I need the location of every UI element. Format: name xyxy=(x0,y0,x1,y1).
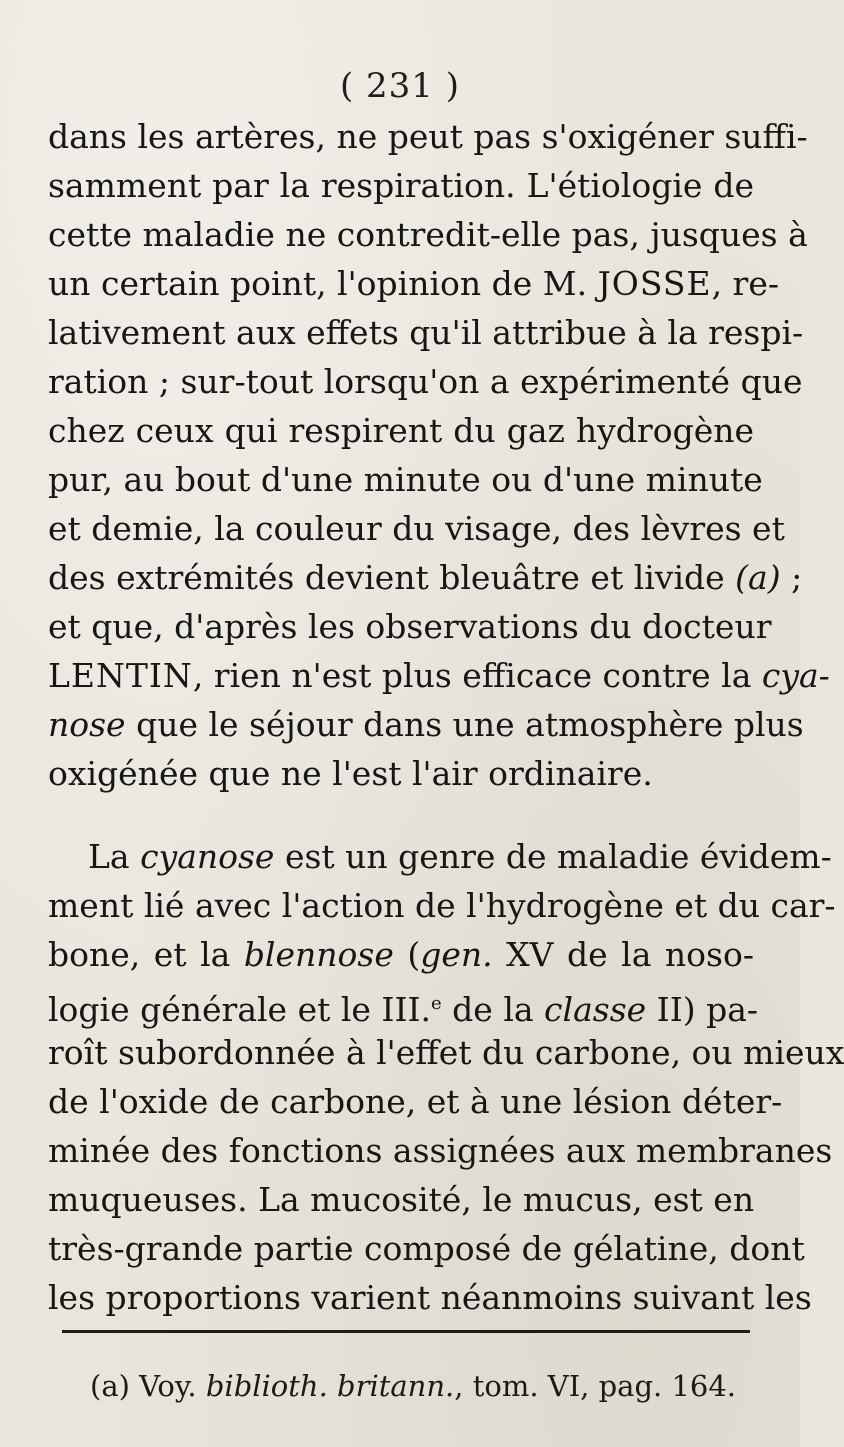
text-line: un certain point, l'opinion de M. JOSSE, re- xyxy=(48,264,780,303)
text-line: ment lié avec l'action de l'hydrogène et du car- xyxy=(48,886,836,925)
text-line: chez ceux qui respirent du gaz hydrogène xyxy=(48,411,754,450)
text-line: très-grande partie composé de gélatine, dont xyxy=(48,1229,805,1268)
text-line: nose que le séjour dans une atmosphère plus xyxy=(48,705,804,744)
footnote-citation: biblioth. britann. xyxy=(205,1369,455,1403)
text-line: cette maladie ne contredit-elle pas, jusques à xyxy=(48,215,808,254)
footnote-marker: (a) xyxy=(90,1369,130,1403)
text-line: minée des fonctions assignées aux membranes xyxy=(48,1131,833,1170)
footnote: (a) Voy. biblioth. britann., tom. VI, pag. 164. xyxy=(90,1369,737,1403)
text-line: ration ; sur-tout lorsqu'on a expérimenté que xyxy=(48,362,803,401)
text-line: pur, au bout d'une minute ou d'une minute xyxy=(48,460,763,499)
text-line: oxigénée que ne l'est l'air ordinaire. xyxy=(48,754,653,793)
text-line: des extrémités devient bleuâtre et livide (a) ; xyxy=(48,558,803,597)
text-line: lativement aux effets qu'il attribue à la respi- xyxy=(48,313,804,352)
text-line: les proportions varient néanmoins suivant les xyxy=(48,1278,812,1317)
text-line: La cyanose est un genre de maladie évidem- xyxy=(88,837,832,876)
text-line: dans les artères, ne peut pas s'oxigéner suffi- xyxy=(48,117,808,156)
text-line: muqueuses. La mucosité, le mucus, est en xyxy=(48,1180,755,1219)
text-line: roît subordonnée à l'effet du carbone, ou mieux xyxy=(48,1033,844,1072)
text-line: et que, d'après les observations du docteur xyxy=(48,607,772,646)
text-line: et demie, la couleur du visage, des lèvres et xyxy=(48,509,785,548)
footnote-reference: (a) xyxy=(735,558,781,597)
text-line: bone, et la blennose (gen. XV de la noso- xyxy=(48,935,754,974)
text-line: samment par la respiration. L'étiologie de xyxy=(48,166,754,205)
author-name: JOSSE xyxy=(597,264,712,303)
text-line: de l'oxide de carbone, et à une lésion déter- xyxy=(48,1082,783,1121)
footnote-divider xyxy=(62,1330,750,1333)
text-line: logie générale et le III.$^e$ de la classe II) pa- xyxy=(48,990,759,1029)
author-name: LENTIN xyxy=(48,656,193,695)
text-line: LENTIN, rien n'est plus efficace contre la cya- xyxy=(48,656,830,695)
page-number: ( 231 ) xyxy=(339,66,461,106)
